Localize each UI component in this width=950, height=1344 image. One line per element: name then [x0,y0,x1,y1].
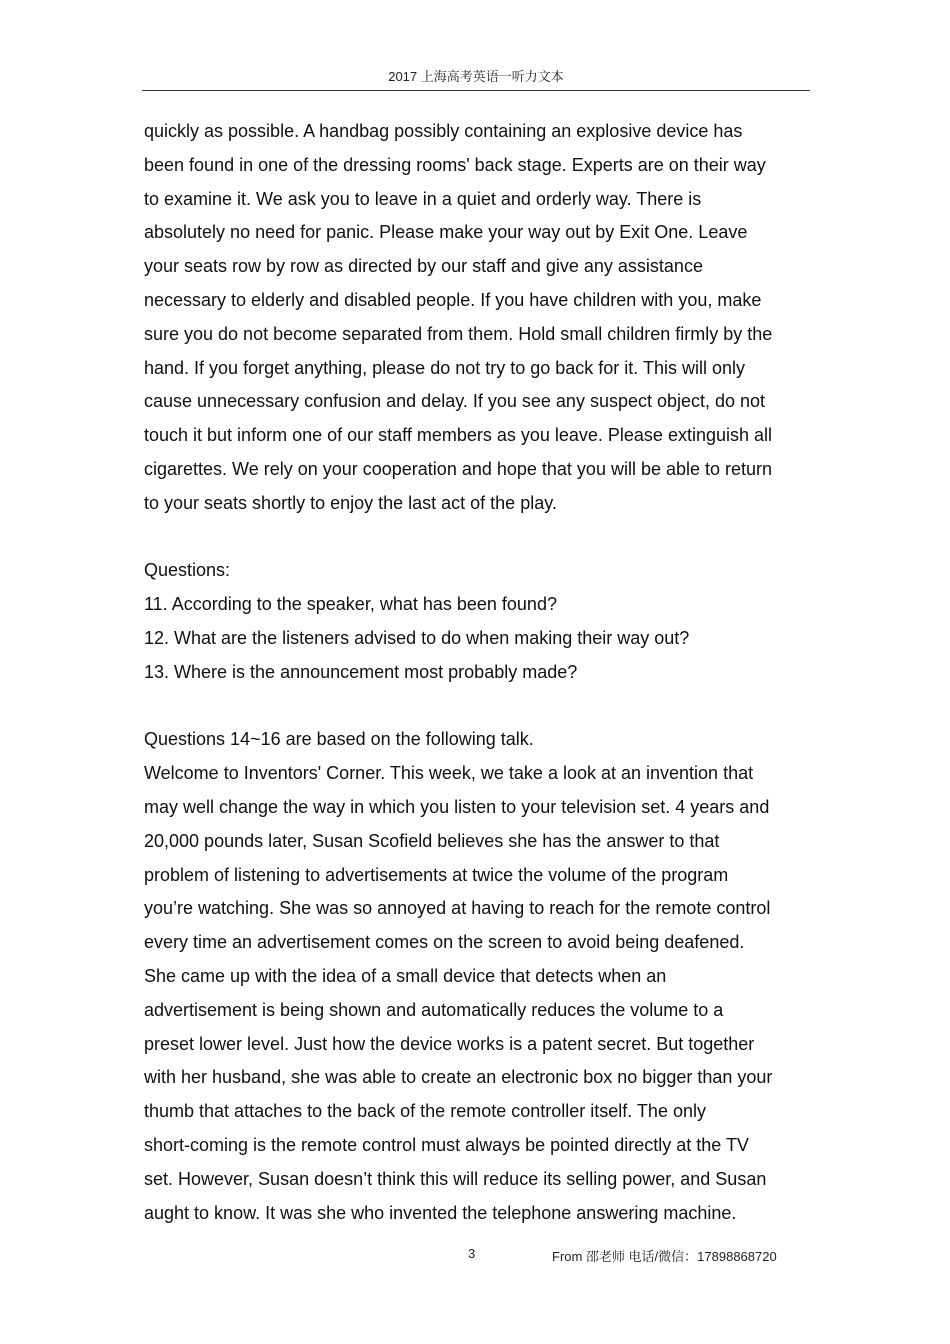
paragraph-spacer [144,521,814,555]
passage-line: quickly as possible. A handbag possibly containing an explosive device has [144,121,743,141]
passage-line: your seats row by row as directed by our staff and give any assistance [144,256,703,277]
question-item: 13. Where is the announcement most probably made? [144,661,578,682]
talk-line: preset lower level. Just how the device works is a patent secret. But together [144,1033,755,1054]
announcement-passage [144,115,814,521]
talk-line: set. However, Susan doesn’t think this will reduce its selling power, and Susan [144,1168,767,1189]
talk-line: every time an advertisement comes on the screen to avoid being deafened. [144,932,745,953]
passage-line: touch it but inform one of our staff members as you leave. Please extinguish all [144,425,773,446]
questions-heading: Questions: [144,560,231,581]
passage-line: cigarettes. We rely on your cooperation and hope that you will be able to return [144,458,773,479]
talk-line: She came up with the idea of a small device that detects when an [144,965,667,986]
page-header [142,66,810,91]
paragraph-spacer [144,690,814,724]
passage-line: to your seats shortly to enjoy the last act of the play. [144,492,557,513]
passage-line: sure you do not become separated from them. Hold small children firmly by the [144,323,773,344]
footer-contact: From 邵老师 电话/微信：17898868720 [552,1249,777,1264]
question-item: 11. According to the speaker, what has been found? [144,594,557,615]
questions-section [144,554,814,689]
header-title: 2017 上海高考英语一听力文本 [388,69,564,84]
passage-line: hand. If you forget anything, please do not try to go back for it. This will only [144,357,746,378]
talk-line: with her husband, she was able to create an electronic box no bigger than your [144,1067,773,1088]
passage-line: been found in one of the dressing rooms' back stage. Experts are on their way [144,154,766,175]
talk-line: aught to know. It was she who invented the telephone answering machine. [144,1202,737,1223]
talk-line: short-coming is the remote control must always be pointed directly at the TV [144,1134,749,1155]
talk-line: thumb that attaches to the back of the remote controller itself. The only [144,1101,706,1122]
talk-line: may well change the way in which you listen to your television set. 4 years and [144,796,770,817]
talk-line: Welcome to Inventors' Corner. This week, we take a look at an invention that [144,763,754,784]
talk-section [144,723,814,1230]
document-body [144,115,814,1230]
passage-line: to examine it. We ask you to leave in a quiet and orderly way. There is [144,188,702,209]
talk-heading: Questions 14~16 are based on the following talk. [144,729,534,750]
passage-line: necessary to elderly and disabled people. If you have children with you, make [144,289,762,310]
page-number: 3 [468,1246,476,1261]
talk-line: problem of listening to advertisements at twice the volume of the program [144,864,729,885]
passage-line: cause unnecessary confusion and delay. If you see any suspect object, do not [144,391,766,412]
question-item: 12. What are the listeners advised to do when making their way out? [144,627,690,648]
talk-line: advertisement is being shown and automatically reduces the volume to a [144,999,724,1020]
passage-line: absolutely no need for panic. Please make your way out by Exit One. Leave [144,222,748,243]
talk-line: you’re watching. She was so annoyed at having to reach for the remote control [144,898,771,919]
talk-line: 20,000 pounds later, Susan Scofield believes she has the answer to that [144,830,720,851]
